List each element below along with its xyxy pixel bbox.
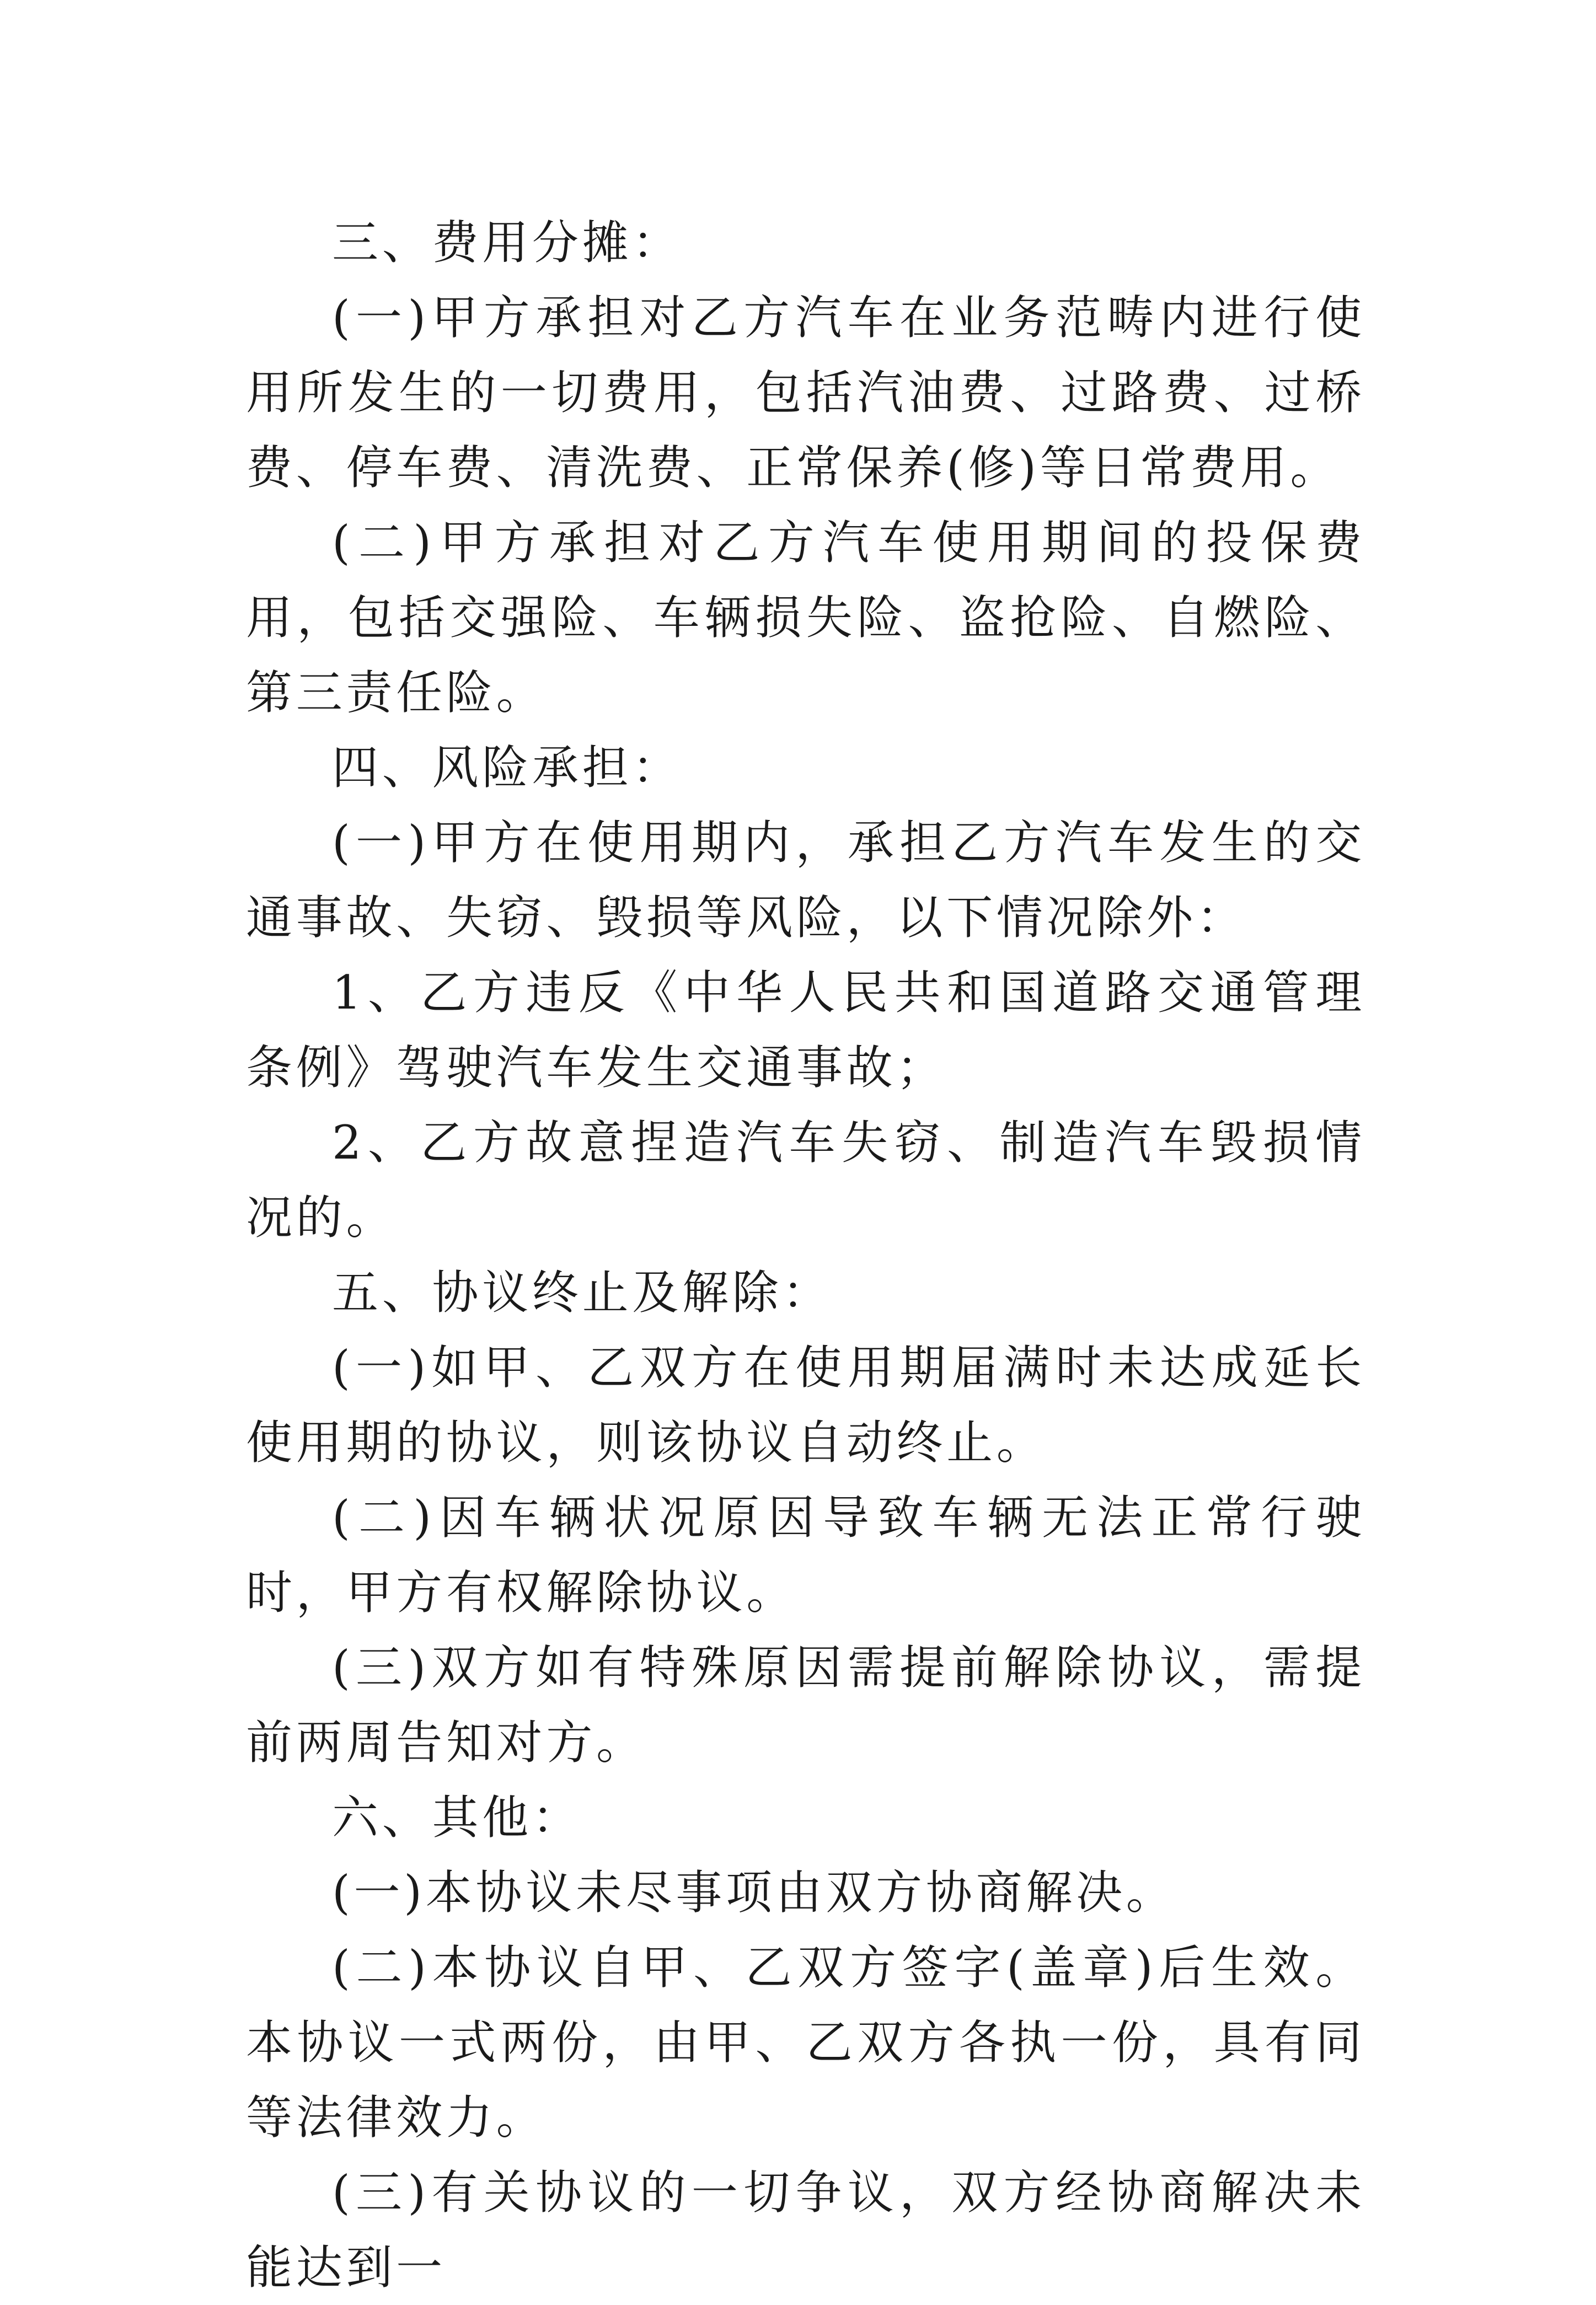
paragraph-expense-item-2: (二)甲方承担对乙方汽车使用期间的投保费用，包括交强险、车辆损失险、盗抢险、自燃险、第三责任险。 bbox=[246, 516, 1365, 720]
section-heading-expense-sharing: 三、费用分摊： bbox=[332, 216, 683, 270]
paragraph-risk-exception-2: 2、乙方故意捏造汽车失窃、制造汽车毁损情况的。 bbox=[246, 1116, 1365, 1245]
paragraph-other-item-2: (二)本协议自甲、乙双方签字(盖章)后生效。本协议一式两份，由甲、乙双方各执一份，具有同等法律效力。 bbox=[246, 1941, 1365, 2145]
paragraph-termination-item-2: (二)因车辆状况原因导致车辆无法正常行驶时，甲方有权解除协议。 bbox=[246, 1491, 1365, 1620]
section-heading-termination: 五、协议终止及解除： bbox=[332, 1266, 833, 1320]
paragraph-termination-item-1: (一)如甲、乙双方在使用期届满时未达成延长使用期的协议，则该协议自动终止。 bbox=[246, 1341, 1365, 1470]
document-body bbox=[246, 205, 1365, 2305]
paragraph-risk-exception-1: 1、乙方违反《中华人民共和国道路交通管理条例》驾驶汽车发生交通事故； bbox=[246, 966, 1365, 1095]
paragraph-risk-item-1: (一)甲方在使用期内，承担乙方汽车发生的交通事故、失窃、毁损等风险，以下情况除外： bbox=[246, 816, 1365, 945]
paragraph-other-item-3: (三)有关协议的一切争议，双方经协商解决未能达到一 bbox=[246, 2165, 1365, 2295]
section-heading-risk-bearing: 四、风险承担： bbox=[332, 741, 683, 795]
section-heading-other: 六、其他： bbox=[332, 1791, 582, 1845]
paragraph-expense-item-1: (一)甲方承担对乙方汽车在业务范畴内进行使用所发生的一切费用，包括汽油费、过路费、过桥费、停车费、清洗费、正常保养(修)等日常费用。 bbox=[246, 291, 1365, 495]
paragraph-other-item-1: (一)本协议未尽事项由双方协商解决。 bbox=[332, 1866, 1176, 1920]
paragraph-termination-item-3: (三)双方如有特殊原因需提前解除协议，需提前两周告知对方。 bbox=[246, 1641, 1365, 1770]
